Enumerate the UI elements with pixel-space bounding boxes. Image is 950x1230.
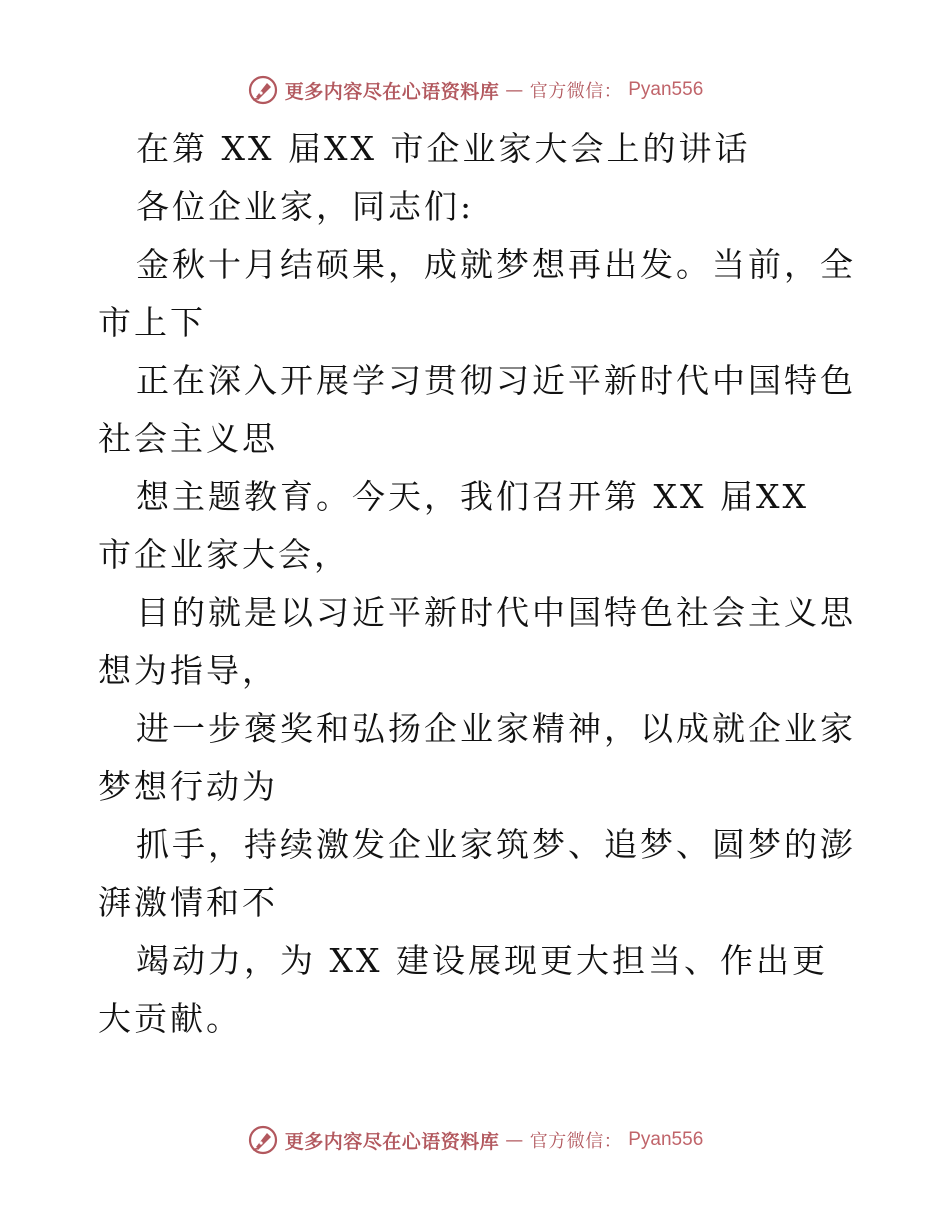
header-banner-separator: — [505,79,524,101]
salutation: 各位企业家，同志们: [136,187,475,226]
paragraph: 目的就是以习近平新时代中国特色社会主义思想为指导， [98,593,856,690]
header-banner-text: 更多内容尽在心语资料库 [284,80,500,103]
paragraph: 想主题教育。今天，我们召开第 XX 届XX 市企业家大会， [98,477,809,574]
pen-nib-logo-icon [247,1124,279,1156]
paragraph: 进一步褒奖和弘扬企业家精神，以成就企业家梦想行动为 [98,709,856,806]
footer-banner-id: Pyan556 [628,1129,704,1150]
footer-banner-sub: 官方微信： [529,1131,623,1152]
paragraph: 正在深入开展学习贯彻习近平新时代中国特色社会主义思 [98,361,856,458]
paragraph: 抓手，持续激发企业家筑梦、追梦、圆梦的澎湃激情和不 [98,825,856,922]
footer-banner [0,1120,950,1160]
header-banner-sub: 官方微信： [529,81,623,102]
document-body [98,120,858,1048]
footer-banner-separator: — [505,1129,524,1151]
pen-nib-logo-icon [247,74,279,106]
footer-banner-text: 更多内容尽在心语资料库 [284,1130,500,1153]
paragraph: 金秋十月结硕果，成就梦想再出发。当前，全市上下 [98,245,856,342]
paragraph: 竭动力，为 XX 建设展现更大担当、作出更大贡献。 [98,941,828,1038]
header-banner [0,70,950,110]
document-title: 在第 XX 届XX 市企业家大会上的讲话 [136,129,751,168]
header-banner-id: Pyan556 [628,79,704,100]
